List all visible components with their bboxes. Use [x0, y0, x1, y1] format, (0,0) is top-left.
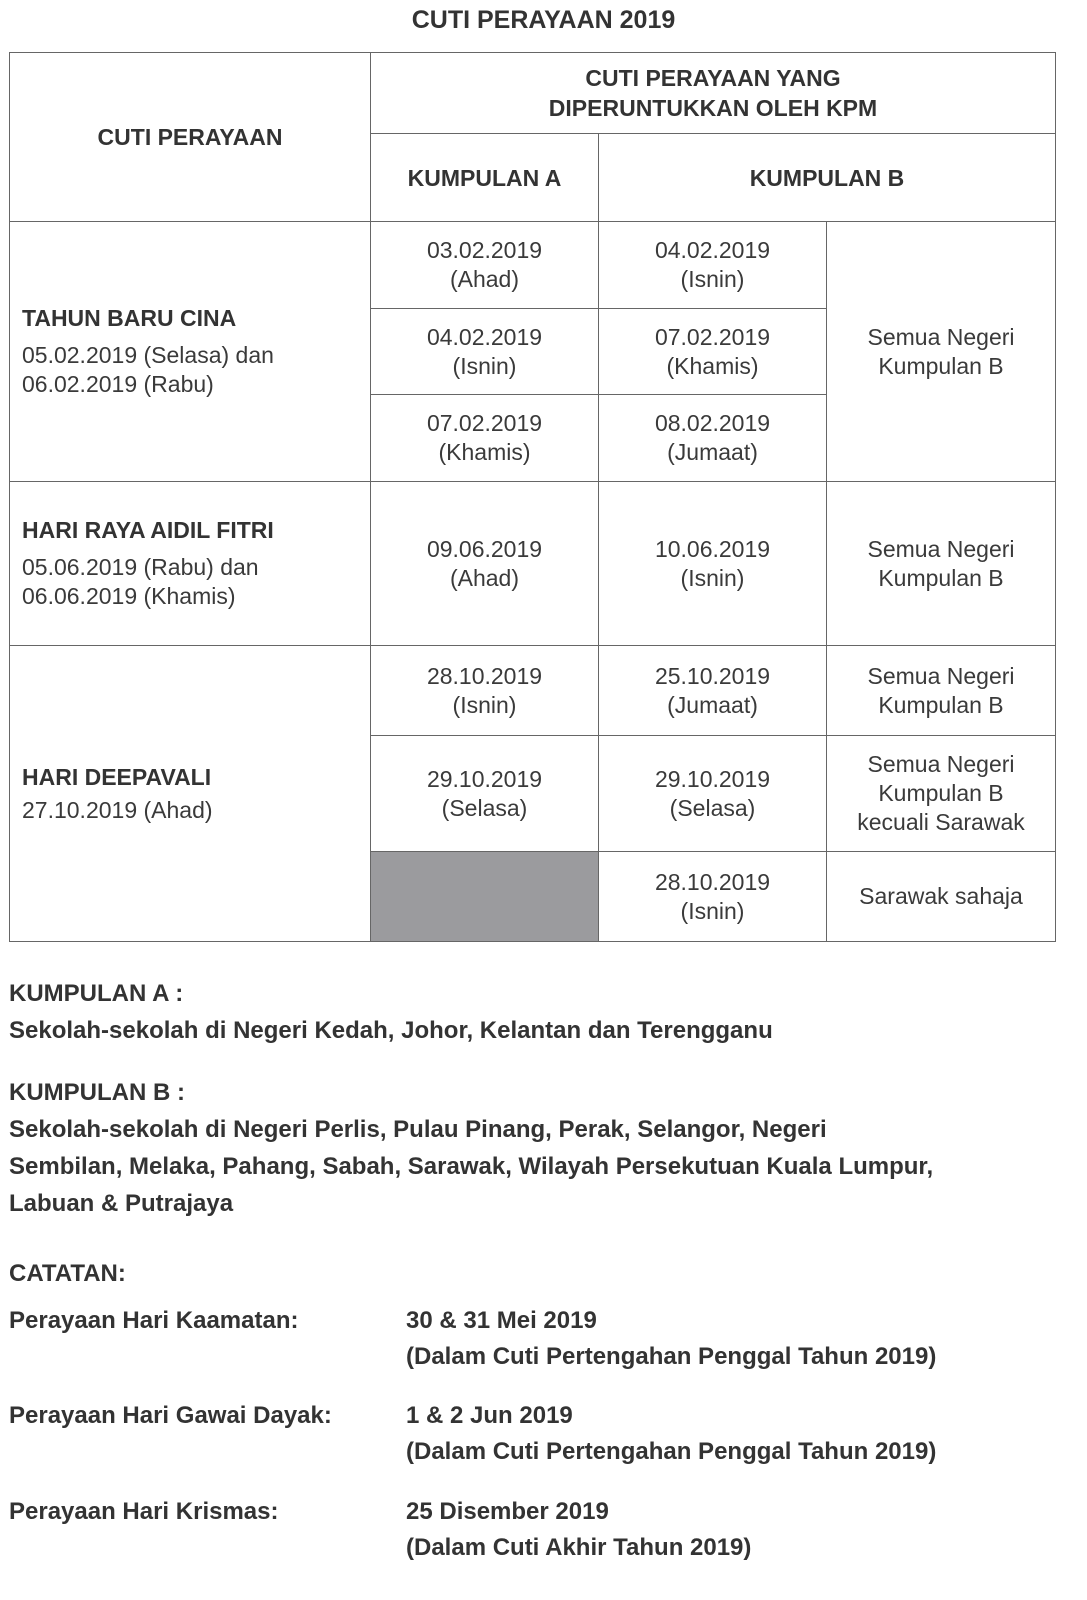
- group-b-date: 04.02.2019 (Isnin): [599, 222, 827, 309]
- festival-cny: [10, 222, 371, 482]
- states-note: Semua Negeri Kumpulan B kecuali Sarawak: [827, 736, 1056, 852]
- catatan-note: (Dalam Cuti Akhir Tahun 2019): [406, 1534, 752, 1561]
- states-note: Semua Negeri Kumpulan B: [827, 646, 1056, 736]
- group-b-date: 25.10.2019 (Jumaat): [599, 646, 827, 736]
- group-b-desc-line: Sekolah-sekolah di Negeri Perlis, Pulau Pinang, Perak, Selangor, Negeri: [9, 1116, 827, 1143]
- states-note: Semua Negeri Kumpulan B: [827, 482, 1056, 646]
- catatan-note: (Dalam Cuti Pertengahan Penggal Tahun 2019): [406, 1343, 937, 1370]
- festival-deepavali: [10, 646, 371, 942]
- group-b-date: 08.02.2019 (Jumaat): [599, 395, 827, 482]
- holiday-table: [9, 52, 1056, 942]
- catatan-date: 30 & 31 Mei 2019: [406, 1307, 597, 1334]
- group-b-section: [9, 1075, 1055, 1222]
- festival-date: 06.02.2019 (Rabu): [22, 371, 214, 397]
- group-a-date: 07.02.2019 (Khamis): [371, 395, 599, 482]
- festival-raya: [10, 482, 371, 646]
- header-kpm: [371, 53, 1056, 134]
- catatan-name: Perayaan Hari Krismas:: [9, 1498, 279, 1525]
- group-a-desc: Sekolah-sekolah di Negeri Kedah, Johor, Kelantan dan Terengganu: [9, 1017, 773, 1044]
- catatan-note: (Dalam Cuti Pertengahan Penggal Tahun 2019): [406, 1438, 937, 1465]
- festival-date: 06.06.2019 (Khamis): [22, 583, 236, 609]
- group-b-desc-line: Labuan & Putrajaya: [9, 1190, 234, 1217]
- festival-date: 27.10.2019 (Ahad): [22, 796, 213, 823]
- header-kpm-line2: DIPERUNTUKKAN OLEH KPM: [548, 95, 878, 121]
- catatan-label: CATATAN:: [9, 1260, 126, 1287]
- group-b-desc-line: Sembilan, Melaka, Pahang, Sabah, Sarawak, Wilayah Persekutuan Kuala Lumpur,: [9, 1153, 934, 1180]
- header-group-b: KUMPULAN B: [599, 134, 1056, 222]
- catatan-name: Perayaan Hari Gawai Dayak:: [9, 1402, 332, 1429]
- festival-name: HARI DEEPAVALI: [22, 763, 212, 790]
- catatan-date: 1 & 2 Jun 2019: [406, 1402, 573, 1429]
- group-b-date: 28.10.2019 (Isnin): [599, 852, 827, 942]
- group-a-section: [9, 976, 1055, 1049]
- group-a-date: 04.02.2019 (Isnin): [371, 309, 599, 395]
- festival-date: 05.06.2019 (Rabu) dan: [22, 554, 259, 580]
- header-kpm-line1: CUTI PERAYAAN YANG: [585, 65, 841, 91]
- group-a-date: 03.02.2019 (Ahad): [371, 222, 599, 309]
- table-row: [10, 646, 1056, 736]
- page-title: CUTI PERAYAAN 2019: [411, 6, 676, 34]
- header-group-a: KUMPULAN A: [371, 134, 599, 222]
- group-a-date: 28.10.2019 (Isnin): [371, 646, 599, 736]
- group-a-label: KUMPULAN A :: [9, 980, 184, 1007]
- group-b-label: KUMPULAN B :: [9, 1079, 185, 1106]
- catatan-date: 25 Disember 2019: [406, 1498, 609, 1525]
- group-a-date: 29.10.2019 (Selasa): [371, 736, 599, 852]
- table-row: [10, 482, 1056, 646]
- group-b-date: 07.02.2019 (Khamis): [599, 309, 827, 395]
- empty-shaded-cell: [371, 852, 599, 942]
- festival-name: TAHUN BARU CINA: [22, 305, 237, 331]
- festival-name: HARI RAYA AIDIL FITRI: [22, 517, 274, 543]
- group-b-date: 10.06.2019 (Isnin): [599, 482, 827, 646]
- header-festival: CUTI PERAYAAN: [10, 53, 371, 222]
- group-b-date: 29.10.2019 (Selasa): [599, 736, 827, 852]
- table-row: [10, 222, 1056, 309]
- group-a-date: 09.06.2019 (Ahad): [371, 482, 599, 646]
- states-note: Semua Negeri Kumpulan B: [827, 222, 1056, 482]
- states-note: Sarawak sahaja: [827, 852, 1056, 942]
- catatan-name: Perayaan Hari Kaamatan:: [9, 1307, 299, 1334]
- festival-date: 05.02.2019 (Selasa) dan: [22, 342, 274, 368]
